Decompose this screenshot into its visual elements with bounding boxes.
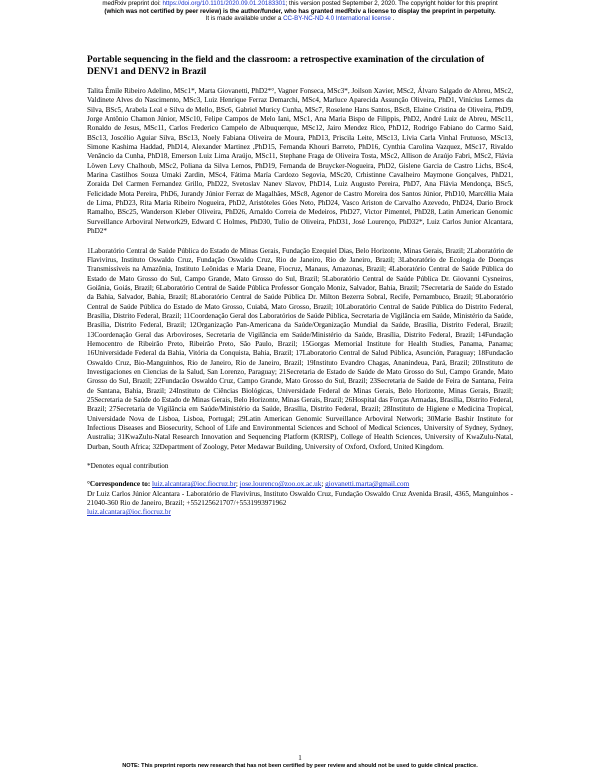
preprint-banner <box>0 0 600 23</box>
license-suffix: . <box>390 15 395 23</box>
equal-contribution-note: *Denotes equal contribution <box>87 462 169 471</box>
paper-body <box>87 54 513 518</box>
banner-suffix: ; this version posted September 2, 2020. The copyright holder for this preprint <box>285 0 498 7</box>
email-separator-1: ; <box>235 480 240 489</box>
banner-line-3 <box>0 15 600 23</box>
email-link-3[interactable]: giovanetti.marta@gmail.com <box>325 480 410 489</box>
doi-link[interactable]: https://doi.org/10.1101/2020.09.01.20183301 <box>162 0 286 7</box>
preprint-footer-note: NOTE: This preprint reports new research that has not been certified by peer review and should not be used to guide clinical practice. <box>122 763 478 769</box>
correspondence-address: Dr Luiz Carlos Júnior Alcantara - Laboratório de Flavivírus, Instituto Oswaldo Cruz, Fundação Oswaldo Cruz Avenida Brasil, 4365, Manguinhos - 21040-360 Rio de Janeiro, Brazil; +552125621707/+5531993971962 <box>87 489 513 508</box>
correspondence-label: °Correspondence to: <box>87 480 153 489</box>
correspondence-block <box>87 480 513 517</box>
author-list: Talita Émile Ribeiro Adelino, MSc1*, Marta Giovanetti, PhD2*°, Vagner Fonseca, MSc3*, Joilson Xavier, MSc2, Álvaro Salgado de Abreu, MSc2, Valdinete Alves do Nascimento, MSc3, Luiz Henrique Ferraz Demarchi, MSc4, Marluce Aparecida Assunção Oliveira, PhD1, Vinícius Lemes da Silva, BSc5, Arabela Leal e Silva de Mello, BSc6, Gabriel Muricy Cunha, MSc7, Roselene Hans Santos, BSc8, Elaine Cristina de Oliveira, PhD9, Jorge Antônio Chamon Júnior, MSc10, Felipe Campos de Melo Iani, MSc1, Ana Maria Bispo de Filippis, PhD2, André Luiz de Abreu, MSc11, Ronaldo de Jesus, MSc11, Carlos Frederico Campelo de Albuquerque, MSc12, Jairo Mendez Rico, PhD12, Rodrigo Fabiano do Carmo Said, BSc13, Joscélio Aguiar Silva, BSc13, Noely Fabiana Oliveira de Moura, PhD13, Priscila Leite, MSc13, Lívia Carla Vinhal Frutuoso, MSc13, Simone Kashima Haddad, PhD14, Alexander Martinez ,PhD15, Fernanda Khouri Barreto, PhD16, Cynthia Carolina Vazquez, MSc17, Rivaldo Venâncio da Cunha, PhD18, Emerson Luiz Lima Araújo, MSc11, Stephane Fraga de Oliveira Tosta, MSc2, Allison de Araújo Fabri, MSc2, Flávia Löwen Levy Chalhoub, MSc2, Poliana da Silva Lemos, PhD19, Fernanda de Bruycker-Nogueira, PhD2, Gislene Garcia de Castro Lichs, BSc4, Marina Castilhos Souza Umaki Zardin, MSc4, Fátima María Cardozo Segovia, MSc20, Crhistinne Cavalheiro Maymone Gonçalves, PhD21, Zoraida Del Carmen Fernandez Grillo, PhD22, Svetoslav Nanev Slavov, PhD14, Luiz Augusto Pereira, PhD7, Ana Flávia Mendonça, BSc5, Felicidade Mota Pereira, PhD6, Jurandy Júnior Ferraz de Magalhães, MSc8, Agenor de Castro Moreira dos Santos Júnior, PhD10, Marcéllia Maia de Lima, PhD23, Rita Maria Ribeiro Nogueira, PhD2, Aristóteles Góes Neto, PhD24, Vasco Ariston de Carvalho Azevedo, PhD24, Dario Brock Ramalho, BSc25, Wanderson Kleber Oliveira, PhD26, Arnaldo Correia de Medeiros, PhD27, Victor Pimentel, PhD28, Latin American Genomic Surveillance Arboviral Network29, Edward C Holmes, PhD30, Tulio de Oliveira, PhD31, José Lourenço, PhD32*, Luiz Carlos Junior Alcantara, PhD2* <box>87 87 513 236</box>
page-number: 1 <box>298 754 302 762</box>
license-link[interactable]: CC-BY-NC-ND 4.0 International license <box>283 15 391 23</box>
email-link-4[interactable]: luiz.alcantara@ioc.fiocruz.br <box>87 508 171 517</box>
paper-title: Portable sequencing in the field and the classroom: a retrospective examination of the circulation of DENV1 and DENV2 in Brazil <box>87 55 485 77</box>
affiliation-list: 1Laboratório Central de Saúde Pública do Estado de Minas Gerais, Fundação Ezequiel Dias, Belo Horizonte, Minas Gerais, Brazil; 2Laboratório de Flavivírus, Instituto Oswaldo Cruz, Fundação Oswaldo Cruz, Rio de Janeiro, Rio de Janeiro, Brazil; 3Laboratório de Ecologia de Doenças Transmissíveis na Amazônia, Instituto Leônidas e Maria Deane, Fiocruz, Manaus, Amazonas, Brazil; 4Laboratório Central de Saúde Pública do Estado de Mato Grosso do Sul, Campo Grande, Mato Grosso do Sul, Brazil; 5Laboratório Central de Saúde Pública Dr. Giovanni Cysneiros, Goiânia, Goiás, Brazil; 6Laboratório Central de Saúde Pública Professor Gonçalo Moniz, Salvador, Bahia, Brazil; 7Secretaria de Saúde do Estado da Bahia, Salvador, Bahia, Brazil; 8Laboratório Central de Saúde Pública Dr. Milton Bezerra Sobral, Recife, Pernambuco, Brazil; 9Laboratório Central de Saúde Pública do Estado de Mato Grosso, Cuiabá, Mato Grosso, Brazil; 10Laboratório Central de Saúde Pública do Distrito Federal, Brasília, Distrito Federal, Brazil; 11Coordenação Geral dos Laboratórios de Saúde Pública, Secretaria de Vigilância em Saúde, Ministério da Saúde, Brasília, Distrito Federal, Brazil; 12Organização Pan-Americana da Saúde/Organização Mundial da Saúde, Brasília, Distrito Federal, Brazil; 13Coordenação Geral das Arboviroses, Secretaria de Vigilância em Saúde/Ministério da Saúde, Brasília, Distrito Federal, Brazil; 14Fundação Hemocentro de Ribeirão Preto, Ribeirão Preto, São Paulo, Brazil; 15Gorgas Memorial Institute for Health Studies, Panama, Panama; 16Universidade Federal da Bahia, Vitória da Conquista, Bahia, Brazil; 17Laboratorio Central de Salud Pública, Asunción, Paraguay; 18Fundacão Oswaldo Cruz, Bio-Manguinhos, Rio de Janeiro, Rio de Janeiro, Brazil; 19Instituto Evandro Chagas, Ananindeua, Pará, Brazil; 20Instituto de Investigaciones en Ciencias de la Salud, San Lorenzo, Paraguay; 21Secretaria de Estado de Saúde de Mato Grosso do Sul, Campo Grande, Mato Grosso do Sul, Brazil; 22Fundacão Oswaldo Cruz, Campo Grande, Mato Grosso do Sul, Brazil; 23Secretaria de Saúde de Feira de Santana, Feira de Santana, Bahia, Brazil; 24Instituto de Ciências Biológicas, Universidade Federal de Minas Gerais, Belo Horizonte, Minas Gerais, Brazil; 25Secretaria de Saúde do Estado de Minas Gerais, Belo Horizonte, Minas Gerais, Brazil; 26Hospital das Forças Armadas, Brasília, Distrito Federal, Brazil; 27Secretaria de Vigilância em Saúde/Ministério da Saúde, Brasília, Distrito Federal, Brazil; 28Instituto de Higiene e Medicina Tropical, Universidade Nova de Lisboa, Lisboa, Portugal; 29Latin American Genomic Surveillance Arboviral Network; 30Marie Bashir Institute for Infectious Diseases and Biosecurity, School of Life and Environmental Sciences and School of Medical Sciences, University of Sydney, Sydney, Australia; 31KwaZulu-Natal Research Innovation and Sequencing Platform (KRISP), College of Health Sciences, University of KwaZulu-Natal, Durban, South Africa; 32Department of Zoology, Peter Medawar Building, University of Oxford, Oxford, United Kingdom. <box>87 246 513 451</box>
email-separator-2: ; <box>321 480 326 489</box>
license-prefix: It is made available under a <box>205 15 284 23</box>
banner-prefix: medRxiv preprint doi: <box>102 0 163 7</box>
banner-line-2: (which was not certified by peer review) is the author/funder, who has granted medRxiv a license to display the preprint in perpetuity. <box>104 7 496 15</box>
email-link-1[interactable]: luiz.alcantara@ioc.fiocruz.br <box>152 480 236 489</box>
email-link-2[interactable]: jose.lourenco@zoo.ox.ac.uk <box>239 480 322 489</box>
banner-line-1 <box>0 0 600 8</box>
